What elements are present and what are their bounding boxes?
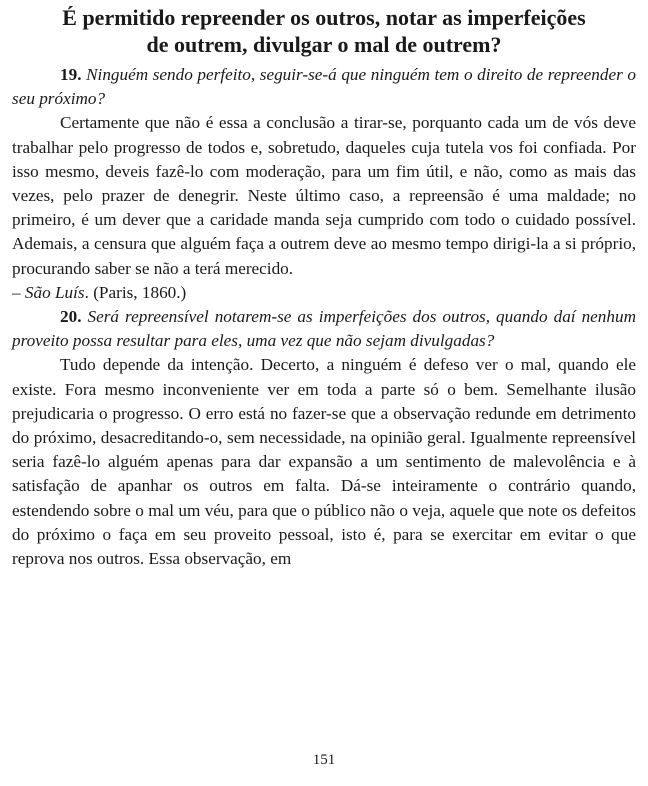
title-line-2: de outrem, divulgar o mal de outrem? [146,32,502,57]
signature-place-date: . (Paris, 1860.) [84,282,187,302]
question-20 [12,305,636,353]
question-text: Ninguém sendo perfeito, seguir-se-á que ninguém tem o direito de repreender o seu próximo? [12,65,636,109]
signature-author: São Luís [24,282,85,302]
question-number: 20. [60,307,82,327]
title-line-1: É permitido repreender os outros, notar as imperfeições [62,5,586,30]
question-number: 19. [60,65,82,84]
page-number: 151 [312,752,336,768]
question-19 [12,63,636,111]
page [12,4,636,571]
question-text: Será repreensível notarem-se as imperfeições dos outros, quando daí nenhum proveito possa resultar para eles, uma vez que não sejam divulgadas? [12,307,637,351]
signature-dash: – [12,282,25,302]
answer-19 [12,111,636,305]
answer-20 [12,353,636,571]
answer-text: Tudo depende da intenção. Decerto, a ninguém é defeso ver o mal, quando ele existe. Fora mesmo inconveniente ver em toda a parte só o bem. Semelhante ilusão prejudicaria o progresso. O erro está no fazer-se que a observação redunde em detrimento do próximo, desacreditando-o, sem necessidade, na opinião geral. Igualmente repreensível seria fazê-lo alguém apenas para dar expansão a um sentimento de malevolência e à satisfação de apanhar os outros em falta. Dá-se inteiramente o contrário quando, estendendo sobre o mal um véu, para que o público não o veja, aquele que note os defeitos do próximo o faça em seu proveito pessoal, isto é, para se exercitar em evitar o que reprova nos outros. Essa observação, em [12,355,636,569]
page-title [12,4,636,58]
answer-text: Certamente que não é essa a conclusão a tirar-se, porquanto cada um de vós deve trabalhar pelo progresso de todos e, sobretudo, daqueles cuja tutela vos foi confiada. Por isso mesmo, deveis fazê-lo com moderação, para um fim útil, e não, como as mais das vezes, pelo prazer de denegrir. Neste último caso, a repreensão é uma maldade; no primeiro, é um dever que a caridade manda seja cumprido com todo o cuidado possível. Ademais, a censura que alguém faça a outrem deve ao mesmo tempo dirigi-la a si próprio, procurando saber se não a terá merecido. [12,113,636,278]
